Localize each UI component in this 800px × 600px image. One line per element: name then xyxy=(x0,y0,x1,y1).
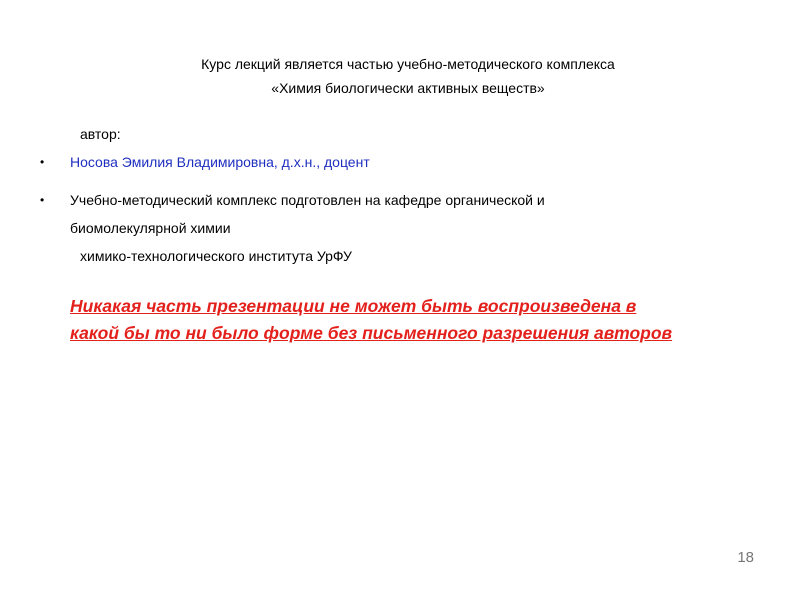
author-label: автор: xyxy=(80,126,121,142)
copyright-notice-line-2: какой бы то ни было форме без письменного разрешения авторов xyxy=(70,323,673,343)
course-header-line-1: Курс лекций является частью учебно-методического комплекса xyxy=(201,56,615,72)
institute-text: химико-технологического института УрФУ xyxy=(80,248,352,264)
department-line-2: биомолекулярной химии xyxy=(70,220,231,236)
author-name: Носова Эмилия Владимировна, д.х.н., доцент xyxy=(70,154,370,170)
list-item-department xyxy=(40,186,740,242)
course-header xyxy=(0,52,800,100)
list-item-author xyxy=(40,148,740,176)
copyright-notice xyxy=(70,293,780,347)
bullet-list xyxy=(40,148,740,242)
page-number: 18 xyxy=(737,549,754,566)
department-line-1: Учебно-методический комплекс подготовлен на кафедре органической и xyxy=(70,192,545,208)
course-header-line-2: «Химия биологически активных веществ» xyxy=(271,80,545,96)
bullet-dot: • xyxy=(40,193,45,207)
bullet-dot: • xyxy=(40,155,45,169)
copyright-notice-line-1: Никакая часть презентации не может быть воспроизведена в xyxy=(70,296,637,316)
